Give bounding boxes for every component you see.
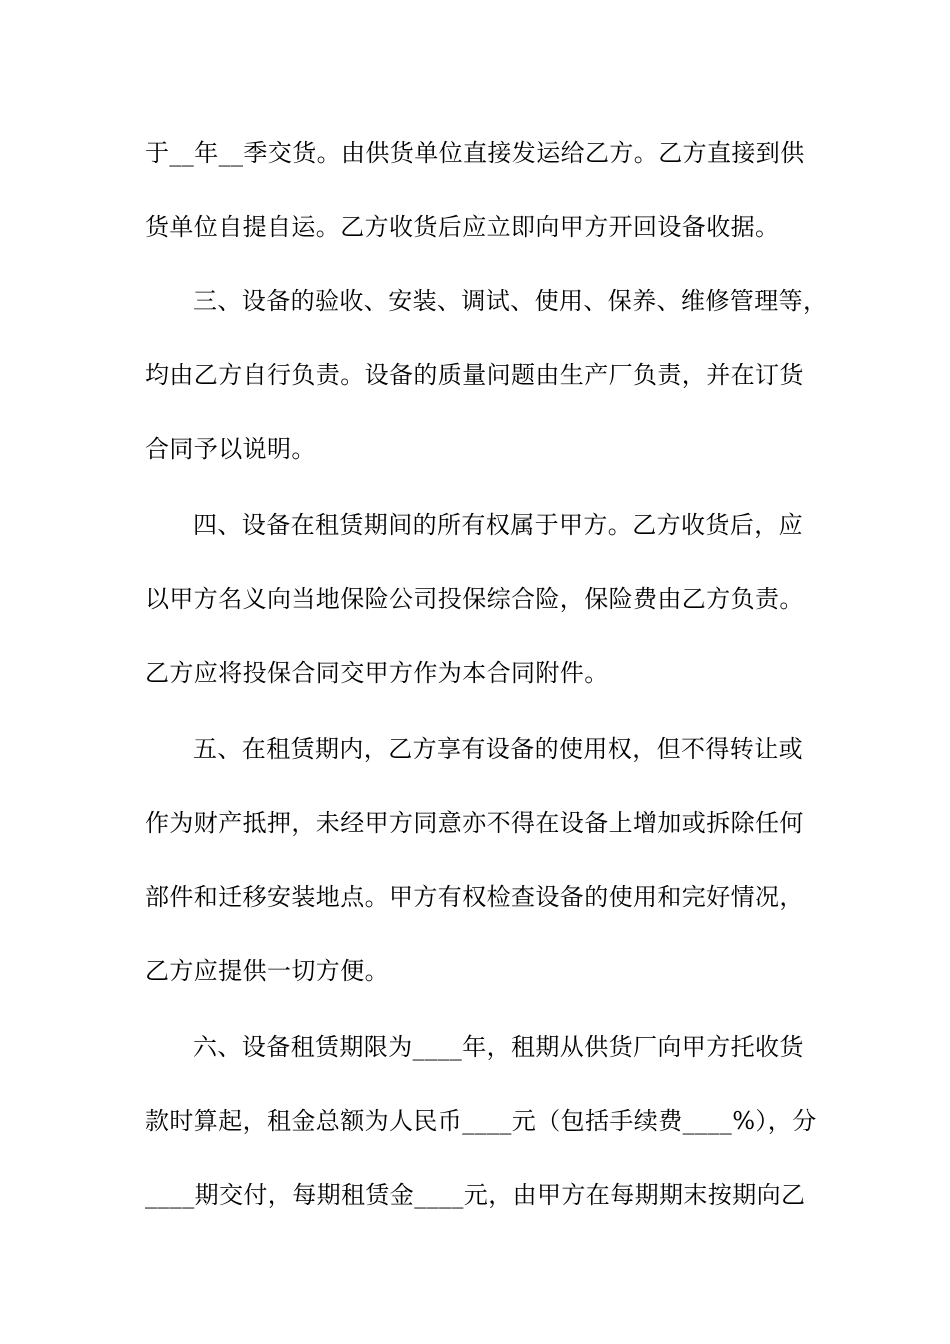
text-line: 款时算起，租金总额为人民币____元（包括手续费____%），分 bbox=[145, 1107, 817, 1135]
text-line: 合同予以说明。 bbox=[145, 435, 316, 463]
text-line: 作为财产抵押，未经甲方同意亦不得在设备上增加或拆除任何 bbox=[145, 809, 804, 837]
paragraph-five-start: 五、在租赁期内，乙方享有设备的使用权，但不得转让或 bbox=[193, 735, 803, 763]
text-line: 于__年__季交货。由供货单位直接发运给乙方。乙方直接到供 bbox=[145, 139, 805, 167]
text-line: 乙方应提供一切方便。 bbox=[145, 957, 389, 985]
text-line: ____期交付，每期租赁金____元，由甲方在每期期末按期向乙 bbox=[145, 1181, 806, 1209]
text-line: 以甲方名义向当地保险公司投保综合险，保险费由乙方负责。 bbox=[145, 585, 804, 613]
paragraph-six-start: 六、设备租赁期限为____年，租期从供货厂向甲方托收货 bbox=[193, 1033, 804, 1061]
paragraph-three-start: 三、设备的验收、安装、调试、使用、保养、维修管理等， bbox=[193, 287, 828, 315]
text-line: 货单位自提自运。乙方收货后应立即向甲方开回设备收据。 bbox=[145, 213, 780, 241]
text-line: 均由乙方自行负责。设备的质量问题由生产厂负责，并在订货 bbox=[145, 361, 804, 389]
text-line: 乙方应将投保合同交甲方作为本合同附件。 bbox=[145, 659, 609, 687]
text-line: 部件和迁移安装地点。甲方有权检查设备的使用和完好情况， bbox=[145, 883, 804, 911]
paragraph-four-start: 四、设备在租赁期间的所有权属于甲方。乙方收货后，应 bbox=[193, 511, 803, 539]
